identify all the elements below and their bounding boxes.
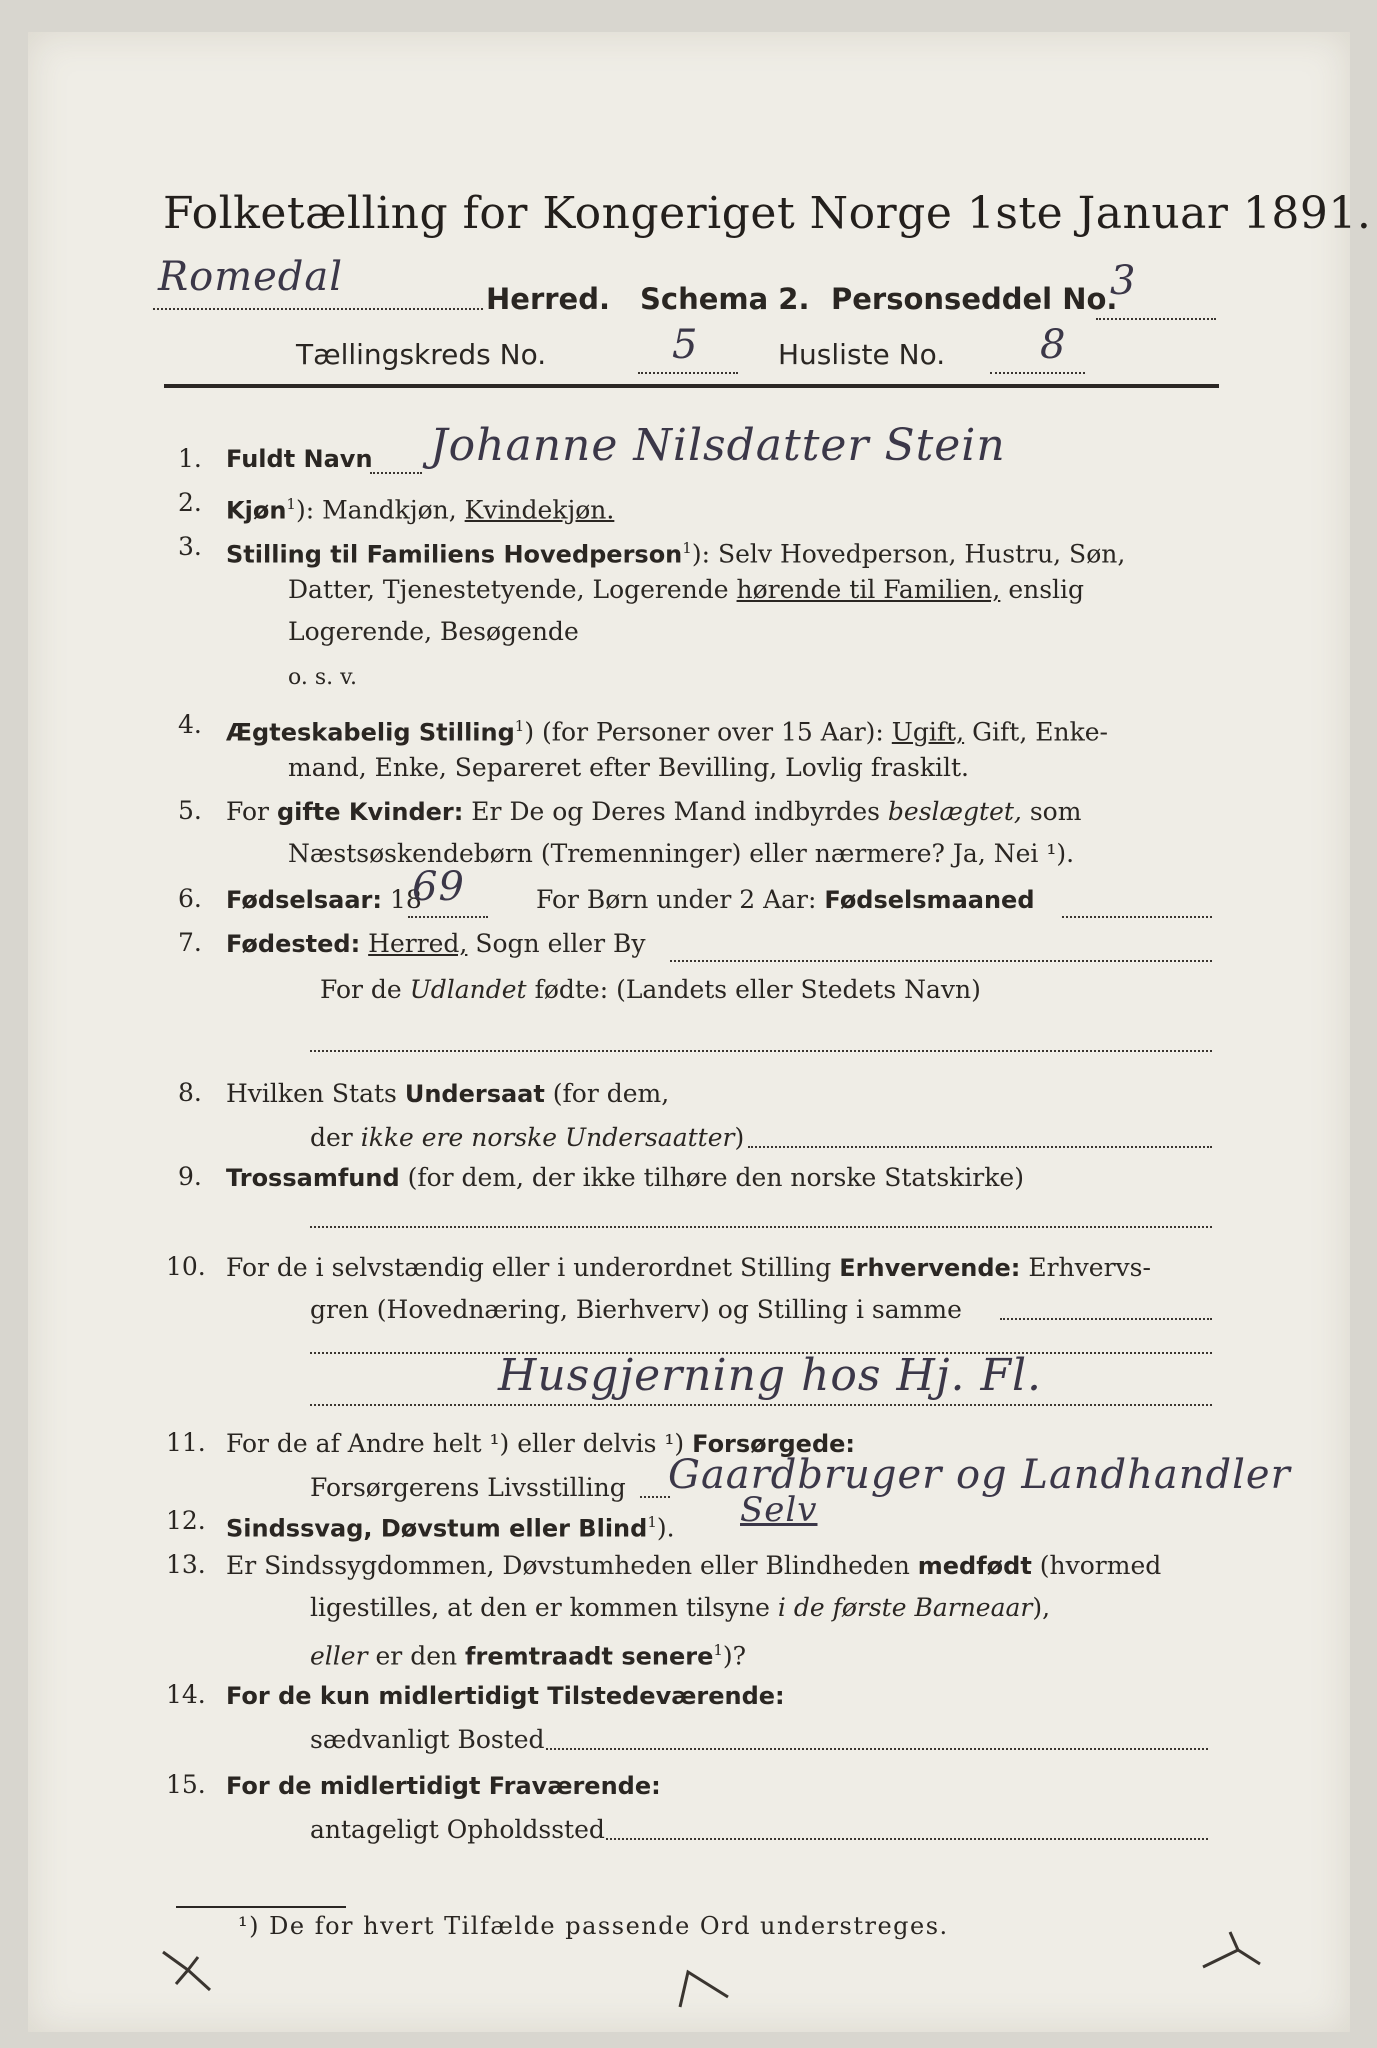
q8-line2-italic: ikke ere norske Undersaatter	[360, 1123, 735, 1152]
q4-rest-pre: ) (for Personer over 15 Aar):	[524, 717, 884, 747]
q3-line2-pre: Datter, Tjenestetyende, Logerende	[288, 575, 729, 604]
q14-dotted-line	[546, 1748, 1208, 1750]
schema-label: Schema 2.	[640, 282, 810, 316]
q13-line2-pre: ligestilles, at den er kommen tilsyne	[310, 1593, 770, 1622]
q11-line2: Forsørgerens Livsstilling	[310, 1473, 626, 1502]
census-form-page: Folketælling for Kongeriget Norge 1ste Januar 1891. Romedal Herred. Schema 2. Personseddel No. 3 Tællingskreds No. 5 Husliste No. 8 1. Fuldt Navn Johanne Nilsdatter Stein 2. Kjøn$^1$): Mandkjøn, Kvindekjøn. 3. Stilling til Familiens Hovedperson$^1$): Selv Hovedperson, Hustru, Søn, Datter, Tjenestetyende, Logerende hørende til Familien, enslig Logerende, Besøgende o. s. v. 4. Ægteskabelig Stilling$^1$) (for Personer over 15 Aar): Ugift, Gift, Enke- mand, Enke, Separeret efter Bevilling, Lovlig fraskilt. 5. For gifte Kvinder: Er De og Deres Mand indbyrdes beslægtet, som Næstsøskendebørn (Tremenninger) eller nærmere? Ja, Nei ¹). 6. Fødselsaar: 18 69 For Børn under 2 Aar: Fødselsmaaned 7. Fødested: Herred, Sogn eller By For de Udlandet fødte: (Landets eller Stedets Navn) 8. Hvilken Stats Undersaat (for dem, der ikke ere norske Undersaatter) 9. Trossamfund (for dem, der ikke tilhøre den norske Statskirke) 10. For de i selvstændig eller i underordnet Stilling Erhvervende: Erhvervs- gren (Hovednæring, Bierhverv) og Stilling i samme Husgjerning hos Hj. Fl. 11. For de af Andre helt ¹) eller delvis ¹) Forsørgede: Forsørgerens Livsstilling Gaardbruger og Landhandler 12. Sindssvag, Døvstum eller Blind$^1$). Selv 13. Er Sindssygdommen, Døvstumheden eller Blindheden medfødt (hvormed ligestilles, at den er kommen tilsyne i de første Barneaar), eller er den fremtraadt senere$^1$)? 14. For de kun midlertidigt Tilstedeværende: sædvanligt Bosted 15. For de midlertidigt Fraværende: antageligt Opholdssted ¹) De for hvert Tilfælde passende Ord understreges.	[28, 32, 1350, 2032]
q8-line2-post: )	[734, 1123, 745, 1152]
q6-year-prefix: 18	[389, 885, 422, 914]
q13-line3-label: fremtraadt senere	[465, 1642, 714, 1671]
kreds-label: Tællingskreds No.	[296, 338, 547, 371]
bottom-left-mark	[158, 1942, 218, 1992]
q6-year-dotted-line	[408, 916, 488, 918]
q3-line2-post: enslig	[1008, 575, 1085, 604]
herred-dotted-line	[153, 308, 483, 310]
q13-line2-post: ),	[1032, 1593, 1051, 1622]
q2-text: ): Mandkjøn,	[295, 495, 457, 525]
q11-number: 11.	[166, 1428, 206, 1457]
q8-rest: (for dem,	[552, 1079, 670, 1108]
q10-answer-dotted-line	[310, 1404, 1212, 1406]
husliste-dotted-line	[990, 372, 1085, 374]
q10-number: 10.	[166, 1252, 206, 1281]
q7-rest: Sogn eller By	[475, 929, 646, 958]
q11-pre: For de af Andre helt ¹) eller delvis ¹)	[226, 1429, 685, 1458]
q2-number: 2.	[178, 488, 202, 517]
q9-rest: (for dem, der ikke tilhøre den norske Statskirke)	[407, 1163, 1024, 1192]
q8-number: 8.	[178, 1078, 202, 1107]
q11-label: Forsørgede:	[692, 1430, 856, 1458]
q10-line2: gren (Hovednæring, Bierhverv) og Stilling i samme	[310, 1295, 962, 1324]
q7-number: 7.	[178, 928, 202, 957]
q9-dotted-line	[310, 1226, 1212, 1228]
q4-line2: mand, Enke, Separeret efter Bevilling, Lovlig fraskilt.	[288, 753, 969, 782]
q6-year-value: 69	[412, 864, 465, 910]
q1-label: Fuldt Navn	[226, 445, 373, 473]
q13-line2-italic: i de første Barneaar	[777, 1593, 1033, 1622]
q6-label2: Fødselsmaaned	[824, 886, 1035, 914]
q13-rest: (hvormed	[1039, 1551, 1162, 1580]
husliste-value: 8	[1040, 322, 1067, 368]
q3-line4: o. s. v.	[288, 665, 357, 690]
q7-line2-pre: For de	[320, 975, 402, 1004]
q1-answer-name: Johanne Nilsdatter Stein	[430, 420, 1006, 471]
q13-line3-italic: eller	[310, 1641, 368, 1671]
q5-pre: For	[226, 797, 269, 826]
q8-dotted-line	[748, 1146, 1212, 1148]
q1-dotted-line	[370, 472, 422, 474]
q14-number: 14.	[166, 1680, 206, 1709]
q11-answer-livsstilling: Gaardbruger og Landhandler	[668, 1452, 1291, 1498]
q10-dotted-line	[1000, 1318, 1212, 1320]
q4-label: Ægteskabelig Stilling	[226, 718, 515, 747]
q5-rest-post: som	[1029, 797, 1082, 826]
q9-number: 9.	[178, 1162, 202, 1191]
q14-line2: sædvanligt Bosted	[310, 1725, 545, 1754]
q2-label: Kjøn	[226, 496, 287, 525]
q5-number: 5.	[178, 796, 202, 825]
q7-line2-italic: Udlandet	[409, 975, 527, 1004]
q4-selected-option: Ugift,	[891, 717, 965, 747]
q15-line2: antageligt Opholdssted	[310, 1815, 605, 1844]
q13-label: medfødt	[917, 1552, 1032, 1580]
q12-rest: ).	[656, 1513, 675, 1543]
q4-rest-post: Gift, Enke-	[972, 717, 1108, 747]
q10-rest: Erhvervs-	[1028, 1253, 1151, 1282]
q6-label: Fødselsaar:	[226, 886, 382, 914]
kreds-dotted-line	[638, 372, 738, 374]
q3-line1-rest: ): Selv Hovedperson, Hustru, Søn,	[691, 539, 1126, 569]
personseddel-value: 3	[1110, 258, 1137, 304]
q15-dotted-line	[606, 1838, 1208, 1840]
personseddel-label: Personseddel No.	[831, 282, 1118, 316]
q5-line2: Næstsøskendebørn (Tremenninger) eller nærmere? Ja, Nei ¹).	[288, 839, 1075, 868]
q7-line2-post: fødte: (Landets eller Stedets Navn)	[534, 975, 981, 1004]
q6-middle: For Børn under 2 Aar:	[536, 885, 817, 914]
q9-label: Trossamfund	[226, 1164, 400, 1192]
q7-selected-option: Herred,	[368, 929, 468, 958]
herred-value: Romedal	[158, 254, 344, 300]
bottom-center-mark	[668, 1962, 738, 2012]
q2-footnote-mark: 1	[286, 495, 296, 513]
q13-pre: Er Sindssygdommen, Døvstumheden eller Blindheden	[226, 1551, 910, 1580]
q7-label: Fødested:	[226, 930, 361, 958]
q12-label: Sindssvag, Døvstum eller Blind	[226, 1514, 648, 1543]
q8-pre: Hvilken Stats	[226, 1079, 397, 1108]
herred-label: Herred.	[486, 282, 610, 316]
header-rule	[164, 384, 1219, 388]
q8-line2-pre: der	[310, 1123, 353, 1152]
q15-number: 15.	[166, 1770, 206, 1799]
q10-answer-occupation: Husgjerning hos Hj. Fl.	[498, 1350, 1043, 1401]
kreds-value: 5	[672, 322, 699, 368]
q7-dotted-line	[670, 960, 1212, 962]
q1-number: 1.	[178, 444, 202, 473]
q5-rest-pre: Er De og Deres Mand indbyrdes	[471, 797, 880, 826]
q3-number: 3.	[178, 532, 202, 561]
q5-italic: beslægtet,	[887, 797, 1022, 826]
husliste-label: Husliste No.	[778, 338, 946, 371]
bottom-right-mark	[1198, 1922, 1268, 1972]
q5-label: gifte Kvinder:	[276, 798, 464, 826]
footnote: ¹) De for hvert Tilfælde passende Ord understreges.	[238, 1912, 949, 1940]
q2-selected-option: Kvindekjøn.	[464, 495, 615, 525]
q15-label: For de midlertidigt Fraværende:	[226, 1772, 661, 1800]
q3-line3: Logerende, Besøgende	[288, 617, 579, 646]
q12-answer: Selv	[740, 1490, 818, 1530]
personseddel-dotted-line	[1096, 318, 1216, 320]
q7-answer-dotted-line	[310, 1050, 1212, 1052]
q3-selected-option: hørende til Familien,	[736, 575, 1001, 604]
q6-month-dotted-line	[1062, 916, 1212, 918]
q4-number: 4.	[178, 710, 202, 739]
form-title: Folketælling for Kongeriget Norge 1ste Januar 1891.	[163, 188, 1372, 239]
q10-label: Erhvervende:	[839, 1254, 1021, 1282]
q12-number: 12.	[166, 1506, 206, 1535]
q13-line3-pre: er den	[375, 1641, 458, 1671]
q14-label: For de kun midlertidigt Tilstedeværende:	[226, 1682, 785, 1710]
q6-number: 6.	[178, 884, 202, 913]
q8-label: Undersaat	[404, 1080, 545, 1108]
q3-label: Stilling til Familiens Hovedperson	[226, 540, 683, 569]
q13-number: 13.	[166, 1550, 206, 1579]
q10-pre: For de i selvstændig eller i underordnet Stilling	[226, 1253, 832, 1282]
q13-line3-post: )?	[722, 1641, 747, 1671]
q11-dotted-line	[640, 1496, 670, 1498]
